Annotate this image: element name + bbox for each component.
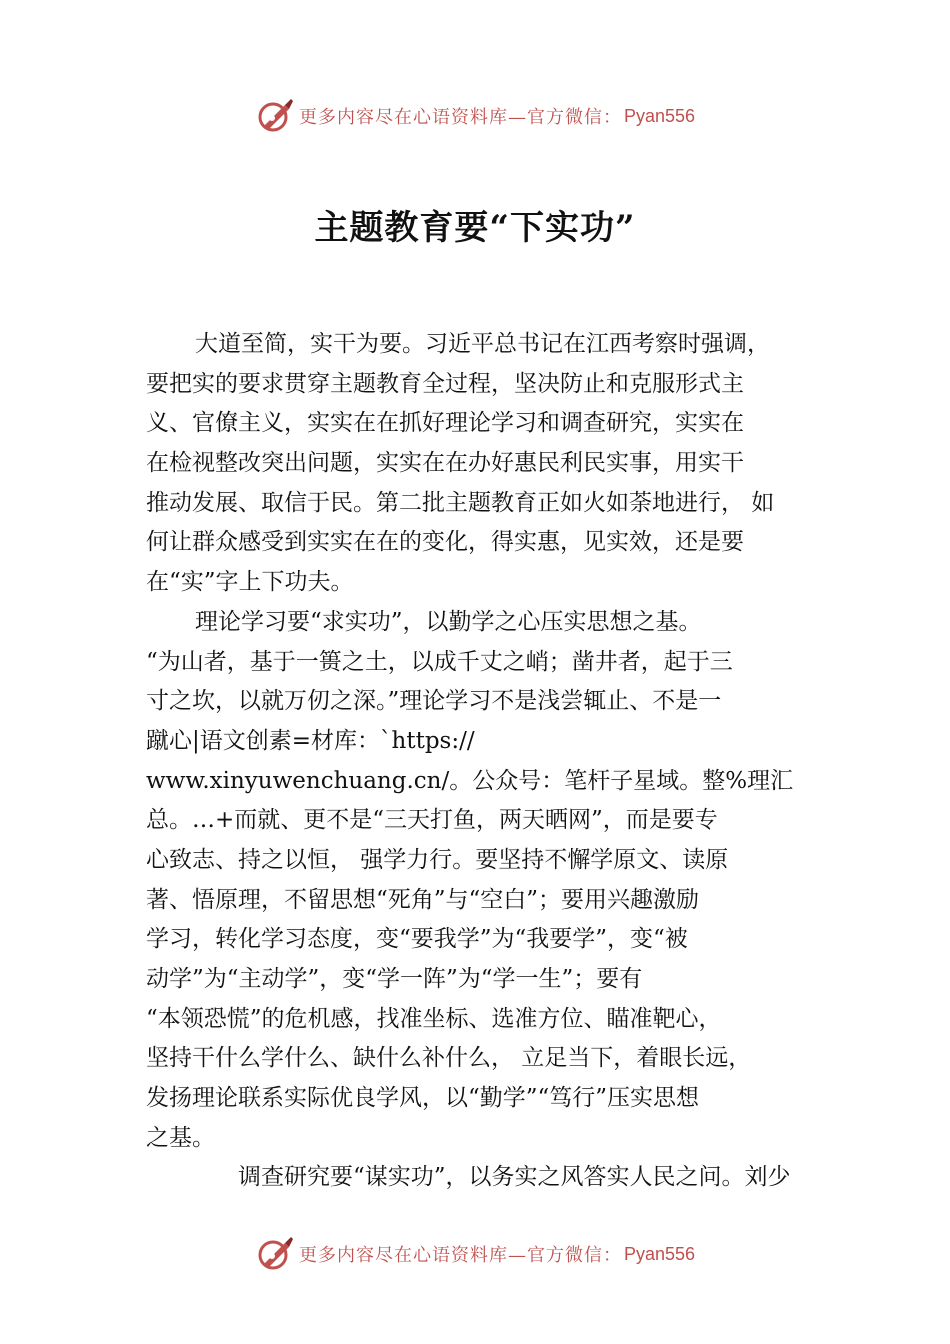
banner-text: 更多内容尽在心语资料库—官方微信： [298, 1245, 622, 1266]
body-line: 寸之坎，以就万仞之深。”理论学习不是浅尝辄止、不是一 [146, 688, 722, 715]
body-line: 心致志、持之以恒， 强学力行。要坚持不懈学原文、读原 [146, 846, 729, 873]
body-line: 著、悟原理，不留思想“死角”与“空白”；要用兴趣激励 [146, 886, 700, 913]
banner-wechat-id: Pyan556 [623, 1243, 696, 1264]
body-line: 在检视整改突出问题，实实在在办好惠民利民实事，用实干 [146, 450, 744, 477]
footer-watermark-banner [0, 1234, 950, 1274]
body-line: 动学”为“主动学”，变“学一阵”为“学一生”；要有 [146, 966, 643, 992]
body-line: 义、官僚主义，实实在在抓好理论学习和调查研究，实实在 [146, 410, 744, 437]
body-line: 大道至简，实干为要。习近平总书记在江西考察时强调， [195, 331, 770, 357]
body-line: 推动发展、取信于民。第二批主题教育正如火如荼地进行， 如 [146, 489, 775, 516]
body-line: www.xinyuwenchuang.cn/。公众号：笔杆子星域。整%理汇 [146, 767, 794, 794]
body-line: 调查研究要“谋实功”，以务实之风答实人民之问。刘少 [238, 1164, 791, 1191]
body-line: 何让群众感受到实实在在的变化，得实惠，见实效，还是要 [146, 529, 744, 556]
body-line: 发扬理论联系实际优良学风，以“勤学”“笃行”压实思想 [146, 1085, 700, 1112]
header-watermark-banner [0, 96, 950, 136]
body-line: 之基。 [146, 1124, 215, 1151]
body-line: 学习，转化学习态度，变“要我学”为“我要学”，变“被 [146, 926, 688, 953]
document-title: 主题教育要“下实功” [314, 208, 636, 248]
body-line: 在“实”字上下功夫。 [146, 569, 354, 596]
pen-logo-icon [255, 1234, 295, 1274]
body-line: “为山者，基于一篑之土，以成千丈之峭；凿井者，起于三 [146, 648, 733, 675]
body-line: 理论学习要“求实功”，以勤学之心压实思想之基。 [195, 608, 702, 635]
body-line: 要把实的要求贯穿主题教育全过程，坚决防止和克服形式主 [146, 370, 744, 397]
body-line: 总。…+而就、更不是“三天打鱼，两天晒网”，而是要专 [146, 807, 718, 834]
banner-wechat-id: Pyan556 [623, 105, 696, 126]
body-line: 蹴心|语文创素=材库：`https:// [146, 727, 475, 754]
document-body [146, 325, 818, 1198]
pen-logo-icon [255, 96, 295, 136]
body-line: “本领恐慌”的危机感，找准坐标、选准方位、瞄准靶心， [146, 1005, 722, 1032]
body-line: 坚持干什么学什么、缺什么补什么， 立足当下，着眼长远， [146, 1045, 752, 1072]
banner-text: 更多内容尽在心语资料库—官方微信： [298, 107, 622, 128]
